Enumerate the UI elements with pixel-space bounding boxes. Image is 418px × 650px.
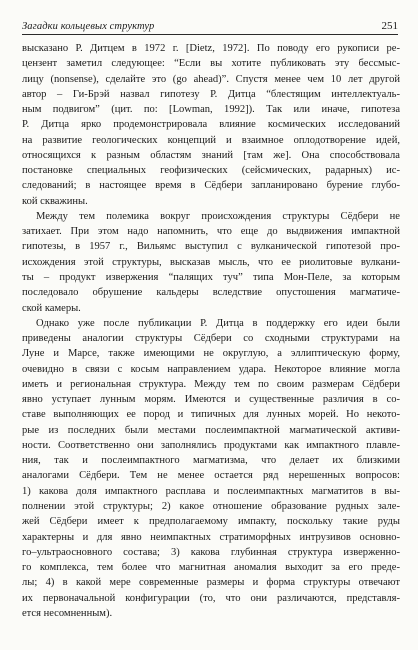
text-line: го комплекса, тем более что магнитная аномалия выходит за его преде- [22,562,400,574]
text-line: кой скважины. [22,195,88,207]
text-line: очевидно в связи с косым направлением удара. Некоторое влияние могла [22,363,400,375]
text-line: ты – продукт извержения “палящих туч” типа Мон-Пеле, за которым [22,271,400,283]
running-head [22,16,398,35]
text-line: на развитие геологических концепций и взаимное оплодотворение идей, [22,134,400,146]
text-line: высказано Р. Дитцем в 1972 г. [Dietz, 1972]. По поводу его рукописи ре- [22,43,400,54]
body-text [22,41,400,621]
text-line: ставе выполняющих ее пород и типичных для лунных морей. Но некото- [22,409,400,421]
text-line: го–ультраосновного состава; 3) какова глубинная структура изверженно- [22,546,400,558]
text-line: постановке специальных геофизических (сейсмических, радарных) ис- [22,165,400,177]
text-line: их первоначальной конфигурации (то, что они различаются, представля- [22,592,400,604]
text-line: автор – Ги-Брэй назвал гипотезу Р. Дитца “блестящим интеллектуаль- [22,88,400,100]
text-line: 1) какова доля импактного расплава и послеимпактных магматитов в вы- [22,485,400,497]
text-line: полнении этой структуры; 2) какое отношение образование рудных залe- [22,500,400,512]
text-line: затихает. При этом надо напомнить, что еще до выдвижения импактной [22,226,400,238]
page-number: 251 [381,20,398,32]
paragraph-2 [22,209,400,316]
text-line: последовало обрушение кальдеры вследствие опустошения магматиче- [22,287,400,299]
paragraph-3 [22,316,400,621]
text-line: ской камеры. [22,302,81,314]
text-line: лы; 4) в какой мере современные размеры и форма структуры отвечают [22,577,400,589]
text-line: гипотезы, в 1957 г., Вильямс выступил с вулканической гипотезой про- [22,241,400,253]
paragraph-1 [22,41,400,209]
text-line: лицу (nonsense), сделайте это (go ahead)”. Спустя менее чем 10 лет другой [22,73,400,85]
text-line: ния, так и послеимпактного магматизма, что делает их близкими [22,455,400,467]
text-line: Р. Дитца ярко продемонстрировала влияние космических исследований [22,119,400,131]
text-line: Однако уже после публикации Р. Дитца в поддержку его идеи были [36,317,400,329]
text-line: исхождения этой структуры, высказав мысль, что ее риолитовые вулкани- [22,256,400,268]
text-line: аналогами Сёдбери. Тем не менее остается ряд нерешенных вопросов: [22,470,400,482]
text-line: рые из последних были местами послеимпактной магматической активи- [22,424,400,436]
running-title: Загадки кольцевых структур [22,21,155,32]
text-line: иметь и региональная структура. Между тем по своим размерам Сёдбери [22,378,400,390]
text-line: Луне и Марсе, также имеющими не округлую, а эллиптическую форму, [22,348,400,360]
text-line: характерны и для явно неимпактных стратиморфных интрузивов основно- [22,531,400,543]
text-line: жей Сёдбери имеет к предполагаемому импакту, поскольку такие руды [22,516,400,528]
text-line: относящихся к разным областям знаний [там же]. Она способствовала [22,149,400,161]
text-line: цензент заметил следующее: “Если вы хотите публиковать эту бессмыс- [22,58,400,70]
text-line: Между тем полемика вокруг происхождения структуры Сёдбери не [36,210,400,222]
text-line: приведены аналогии структуры Сёдбери со сходными структурами на [22,333,400,345]
text-line: ется несомненным). [22,607,113,619]
text-line: ности. Соответственно они заполнялись продуктами как импактного плавле- [22,439,400,451]
text-line: явно уступает лунным морям. Имеются и существенные различия в со- [22,394,400,406]
text-line: ным подвигом” (цит. по: [Lowman, 1992]). Так или иначе, гипотеза [22,104,400,116]
text-line: следований; в настоящее время в Сёдбери запланировано бурение глубо- [22,180,400,192]
